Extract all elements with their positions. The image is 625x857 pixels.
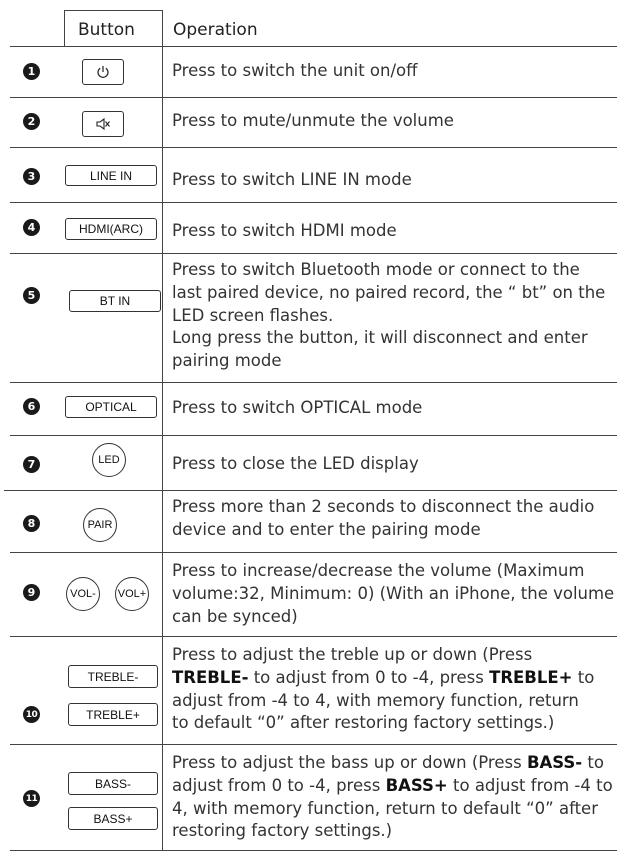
row-number-11: 11 — [23, 790, 40, 807]
operation-text-4: Press to switch HDMI mode — [172, 221, 397, 240]
row-divider — [10, 636, 617, 637]
table-top-border — [64, 10, 163, 11]
row-divider — [10, 744, 617, 745]
operation-text-5: Press to switch Bluetooth mode or connect to the last paired device, no paired record, the “ bt” on the LED screen flashes. Long press the button, it will disconnect and enter pairing mode — [172, 260, 606, 371]
row-divider — [10, 97, 617, 98]
operation-text-1: Press to switch the unit on/off — [172, 61, 418, 80]
pair-button[interactable]: PAIR — [83, 508, 117, 542]
row-number-6: 6 — [23, 398, 40, 415]
row-number-4: 4 — [23, 219, 40, 236]
column-divider — [162, 10, 163, 850]
treble-minus-button[interactable]: TREBLE- — [68, 665, 158, 688]
row-number-5: 5 — [23, 287, 40, 304]
row-divider — [10, 46, 617, 47]
operation-text-10: Press to adjust the treble up or down (Press TREBLE- to adjust from 0 to -4, press TREBLE+ to adjust from -4 to 4, with memory function, return to default “0” after restoring factory settings.) — [172, 645, 595, 733]
operation-text-7: Press to close the LED display — [172, 454, 419, 473]
row-number-2: 2 — [23, 113, 40, 130]
operation-text-9: Press to increase/decrease the volume (Maximum volume:32, Minimum: 0) (With an iPhone, the volume can be synced) — [172, 561, 615, 626]
row-number-1: 1 — [23, 63, 40, 80]
power-icon — [96, 65, 110, 79]
row-divider — [10, 147, 617, 148]
row-divider — [10, 552, 617, 553]
mute-icon — [95, 117, 111, 131]
vol-plus-button[interactable]: VOL+ — [115, 577, 149, 611]
treble-plus-button[interactable]: TREBLE+ — [68, 703, 158, 726]
bass-minus-button[interactable]: BASS- — [68, 772, 158, 795]
row-number-7: 7 — [23, 456, 40, 473]
row-divider — [10, 202, 617, 203]
optical-button[interactable]: OPTICAL — [65, 396, 157, 418]
vol-minus-button[interactable]: VOL- — [66, 577, 100, 611]
row-divider — [10, 253, 617, 254]
row-divider — [10, 382, 617, 383]
column-divider — [64, 10, 65, 46]
row-number-3: 3 — [23, 168, 40, 185]
row-divider — [10, 435, 617, 436]
row-number-10: 10 — [23, 706, 40, 723]
operation-text-3: Press to switch LINE IN mode — [172, 170, 412, 189]
operation-text-6: Press to switch OPTICAL mode — [172, 398, 423, 417]
operation-text-8: Press more than 2 seconds to disconnect the audio device and to enter the pairing mode — [172, 497, 595, 539]
power-button[interactable] — [82, 59, 124, 85]
line-in-button[interactable]: LINE IN — [65, 165, 157, 186]
operation-text-11: Press to adjust the bass up or down (Press BASS- to adjust from 0 to -4, press BASS+ to adjust from -4 to 4, with memory function, return to default “0” after restoring factory settings.) — [172, 753, 613, 841]
hdmi-arc-button[interactable]: HDMI(ARC) — [65, 218, 157, 240]
row-divider — [4, 490, 617, 491]
led-button[interactable]: LED — [92, 443, 126, 477]
table-bottom-border — [10, 850, 617, 851]
row-number-9: 9 — [23, 584, 40, 601]
operation-text-2: Press to mute/unmute the volume — [172, 111, 454, 130]
bt-in-button[interactable]: BT IN — [69, 290, 161, 312]
header-operation: Operation — [173, 20, 258, 40]
bass-plus-button[interactable]: BASS+ — [68, 807, 158, 830]
header-button: Button — [78, 20, 135, 40]
mute-button[interactable] — [82, 111, 124, 137]
row-number-8: 8 — [23, 515, 40, 532]
